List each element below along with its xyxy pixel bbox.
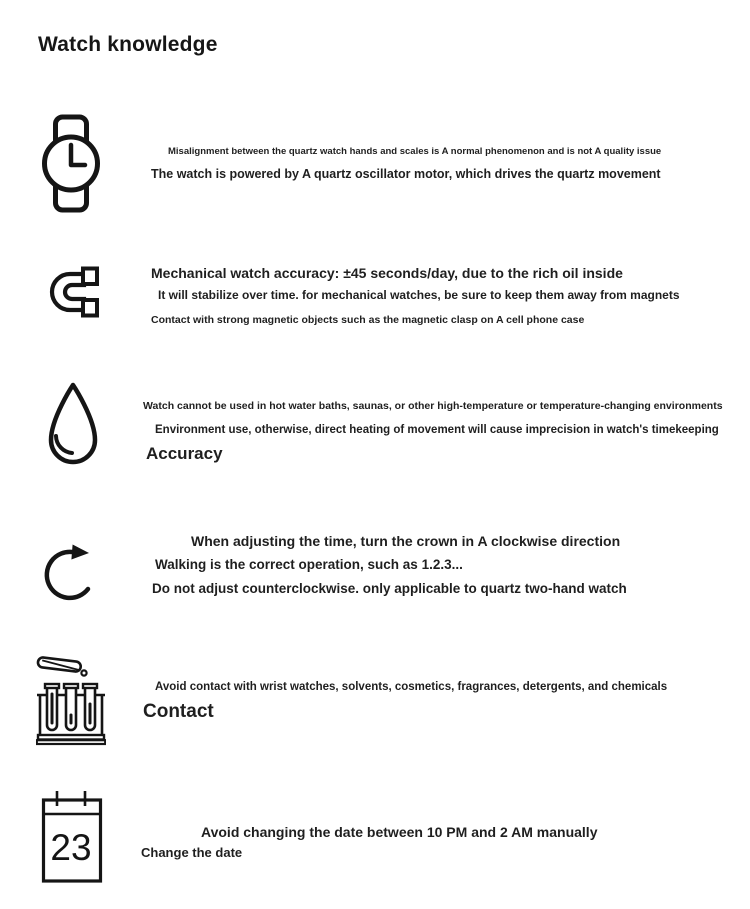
page-title: Watch knowledge (38, 33, 218, 56)
calendar-day-number: 23 (50, 827, 92, 868)
magnet-note-line-3: Contact with strong magnetic objects such as the magnetic clasp on A cell phone case (151, 314, 585, 326)
temperature-note-line-1: Watch cannot be used in hot water baths, saunas, or other high-temperature or temperature-changing environments (143, 400, 723, 412)
watch-note-line-2: The watch is powered by A quartz oscillator motor, which drives the quartz movement (151, 167, 661, 181)
crown-note-line-3: Do not adjust counterclockwise. only applicable to quartz two-hand watch (152, 581, 627, 596)
water-drop-icon (42, 381, 104, 478)
chemicals-note-line-1: Avoid contact with wrist watches, solvents, cosmetics, fragrances, detergents, and chemicals (155, 681, 668, 693)
date-note-line-2: Change the date (141, 845, 243, 860)
contact-heading: Contact (143, 701, 214, 722)
watch-note-line-1: Misalignment between the quartz watch hands and scales is A normal phenomenon and is not A quality issue (168, 146, 662, 157)
magnet-note-line-2: It will stabilize over time. for mechanical watches, be sure to keep them away from magnets (158, 288, 680, 302)
magnet-note-line-1: Mechanical watch accuracy: ±45 seconds/day, due to the rich oil inside (151, 265, 623, 281)
crown-note-line-2: Walking is the correct operation, such as 1.2.3... (155, 557, 463, 572)
calendar-icon (41, 789, 103, 885)
test-tubes-icon (36, 646, 106, 746)
accuracy-heading: Accuracy (146, 444, 223, 463)
watch-icon (42, 114, 100, 213)
crown-note-line-1: When adjusting the time, turn the crown in A clockwise direction (191, 533, 621, 549)
date-note-line-1: Avoid changing the date between 10 PM and 2 AM manually (201, 824, 598, 840)
temperature-note-line-2: Environment use, otherwise, direct heating of movement will cause imprecision in watch's timekeeping (155, 424, 719, 436)
magnet-icon (44, 263, 104, 323)
clockwise-arrow-icon (44, 527, 102, 611)
